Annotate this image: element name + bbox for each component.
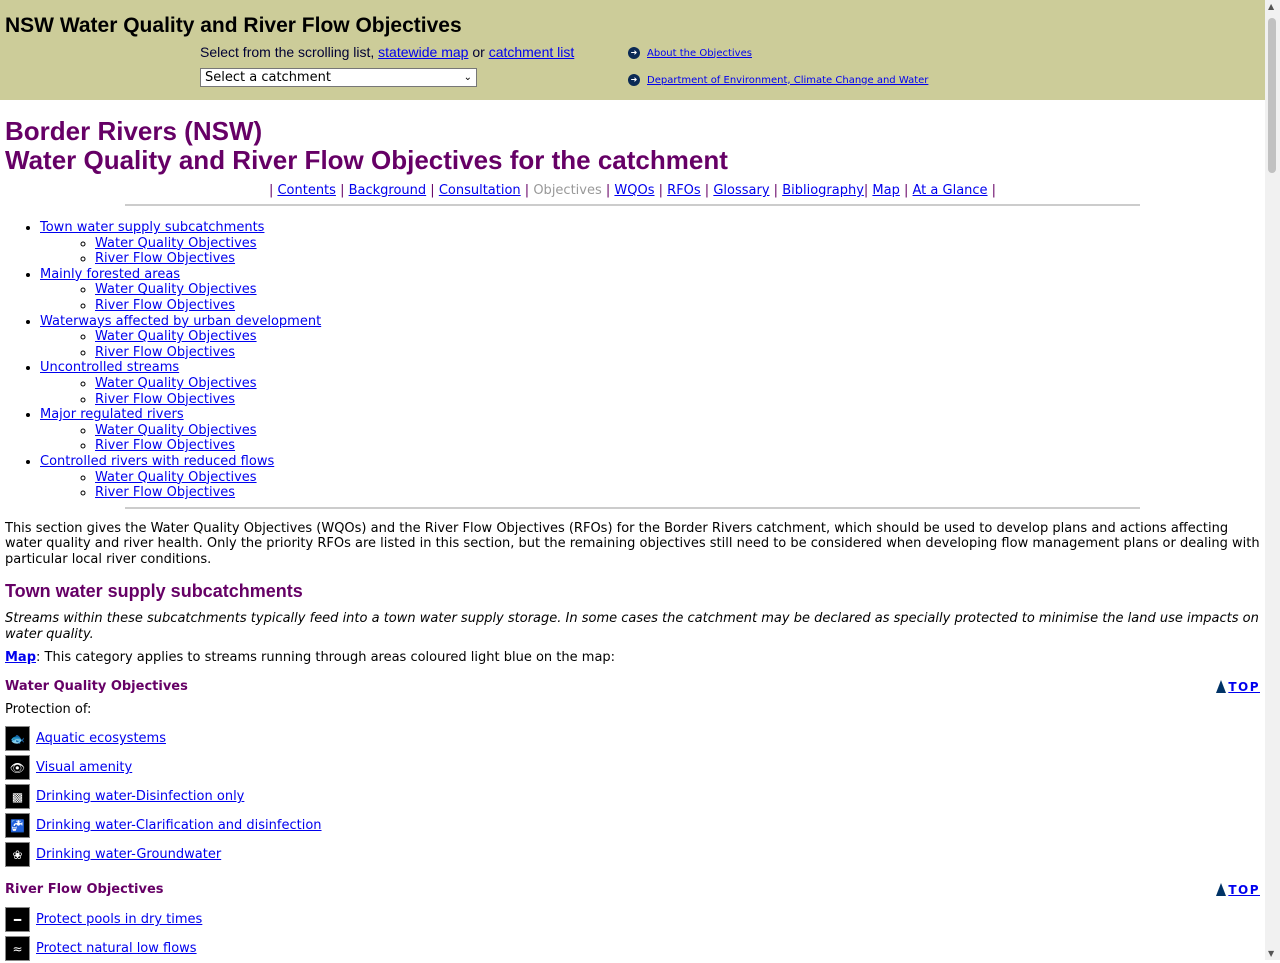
nav-link-bibliography[interactable]: Bibliography (782, 183, 864, 198)
catchment-select[interactable] (200, 68, 477, 87)
toc-subitem (95, 392, 1260, 408)
rfo-heading-row (5, 882, 1260, 897)
toc-sublink[interactable]: Water Quality Objectives (95, 469, 257, 485)
wqo-heading-row (5, 679, 1260, 694)
rfo-heading: River Flow Objectives (5, 882, 164, 898)
toc-subitem (95, 485, 1260, 501)
scrollbar-thumb[interactable] (1268, 18, 1276, 173)
toc-subitem (95, 251, 1260, 267)
scroll-up-icon[interactable]: ▲ (1268, 2, 1275, 11)
nav-link-map[interactable]: Map (872, 183, 900, 198)
tap-icon: 🚰 (5, 813, 30, 838)
wqo-heading: Water Quality Objectives (5, 679, 188, 695)
divider (125, 507, 1140, 509)
or-text: or (468, 44, 489, 60)
toc-sublink[interactable]: Water Quality Objectives (95, 282, 257, 298)
objective-link[interactable]: Drinking water-Groundwater (36, 847, 222, 863)
up-triangle-icon (1216, 680, 1226, 693)
toc-subitem (95, 345, 1260, 361)
divider (125, 204, 1140, 206)
bucket-icon: ▩ (5, 784, 30, 809)
map-note-text: : This category applies to streams running through areas coloured light blue on the map: (36, 650, 616, 666)
toc-sublink[interactable]: River Flow Objectives (95, 297, 236, 313)
toc-link[interactable]: Town water supply subcatchments (40, 220, 265, 235)
catchment-select-value: Select a catchment (205, 70, 331, 85)
toc-item (40, 360, 1260, 407)
catchment-name: Border Rivers (NSW) (5, 116, 263, 146)
toc-subitem (95, 329, 1260, 345)
site-title: NSW Water Quality and River Flow Objectives (5, 14, 462, 37)
section-title: Town water supply subcatchments (5, 581, 303, 602)
top-label: TOP (1228, 679, 1260, 694)
toc-item (40, 220, 1260, 267)
table-of-contents (5, 220, 1260, 501)
page-subtitle: Water Quality and River Flow Objectives for the catchment (5, 145, 728, 175)
page-title (5, 117, 1260, 175)
toc-link[interactable]: Waterways affected by urban development (40, 313, 322, 329)
nav-link-wqos[interactable]: WQOs (614, 183, 655, 198)
chevron-down-icon: ⌄ (463, 72, 472, 83)
objective-item (5, 934, 1260, 963)
toc-sublink[interactable]: River Flow Objectives (95, 391, 236, 407)
objective-item (5, 840, 1260, 869)
toc-sublist (40, 423, 1260, 454)
toc-sublist (40, 376, 1260, 407)
pool-icon: ━ (5, 907, 30, 932)
toc-sublist (40, 470, 1260, 501)
objective-link[interactable]: Aquatic ecosystems (36, 731, 166, 747)
nav-link-contents[interactable]: Contents (277, 183, 336, 198)
section-description: Streams within these subcatchments typically feed into a town water supply storage. In some cases the catchment may be declared as specially protected to minimise the land use impacts on water quality. (5, 611, 1259, 643)
map-link[interactable]: Map (5, 650, 37, 666)
objective-link[interactable]: Protect natural low flows (36, 941, 197, 957)
toc-sublink[interactable]: River Flow Objectives (95, 485, 236, 501)
back-to-top-link[interactable] (1216, 679, 1260, 694)
back-to-top-link[interactable] (1216, 882, 1260, 897)
toc-link[interactable]: Uncontrolled streams (40, 360, 180, 376)
toc-item (40, 407, 1260, 454)
objective-link[interactable]: Drinking water-Clarification and disinfection (36, 818, 322, 834)
nav-current-objectives: Objectives (533, 183, 602, 198)
top-label: TOP (1228, 882, 1260, 897)
instruction-text: Select from the scrolling list, (200, 44, 379, 60)
toc-sublink[interactable]: Water Quality Objectives (95, 375, 257, 391)
toc-sublink[interactable]: River Flow Objectives (95, 251, 236, 267)
toc-item (40, 267, 1260, 314)
arrow-circle-icon: ➜ (628, 47, 640, 59)
fish-icon: 🐟 (5, 726, 30, 751)
toc-subitem (95, 298, 1260, 314)
catchment-list-link[interactable]: catchment list (488, 44, 575, 60)
toc-sublist (40, 329, 1260, 360)
rfo-list (5, 905, 1260, 963)
objective-item (5, 753, 1260, 782)
toc-sublink[interactable]: Water Quality Objectives (95, 235, 257, 251)
objective-item (5, 905, 1260, 934)
toc-subitem (95, 236, 1260, 252)
arrow-circle-icon: ➜ (628, 74, 640, 86)
low-flow-icon: ≈ (5, 936, 30, 961)
objective-link[interactable]: Drinking water-Disinfection only (36, 789, 245, 805)
toc-subitem (95, 438, 1260, 454)
statewide-map-link[interactable]: statewide map (378, 44, 469, 60)
objective-link[interactable]: Protect pools in dry times (36, 912, 203, 928)
toc-link[interactable]: Mainly forested areas (40, 266, 181, 282)
toc-item (40, 314, 1260, 361)
dept-link-row (628, 74, 928, 86)
objective-item (5, 811, 1260, 840)
toc-sublist (40, 282, 1260, 313)
nav-link-rfos[interactable]: RFOs (667, 183, 701, 198)
about-link-row (628, 47, 752, 59)
map-note (5, 650, 1260, 665)
toc-subitem (95, 470, 1260, 486)
toc-sublink[interactable]: River Flow Objectives (95, 438, 236, 454)
select-instructions (200, 44, 574, 60)
toc-subitem (95, 376, 1260, 392)
nav-link-at-a-glance[interactable]: At a Glance (912, 183, 988, 198)
toc-subitem (95, 282, 1260, 298)
objective-link[interactable]: Visual amenity (36, 760, 133, 776)
up-triangle-icon (1216, 883, 1226, 896)
objective-item (5, 782, 1260, 811)
nav-link-background[interactable]: Background (348, 183, 427, 198)
nav-link-consultation[interactable]: Consultation (438, 183, 521, 198)
nav-link-glossary[interactable]: Glossary (713, 183, 770, 198)
objective-item (5, 724, 1260, 753)
toc-sublink[interactable]: Water Quality Objectives (95, 329, 257, 345)
department-link[interactable]: Department of Environment, Climate Change and Water (647, 74, 929, 86)
eye-icon: 👁 (5, 755, 30, 780)
groundwater-icon: ❀ (5, 842, 30, 867)
scroll-down-icon[interactable]: ▼ (1268, 949, 1275, 958)
toc-link[interactable]: Major regulated rivers (40, 407, 184, 423)
about-objectives-link[interactable]: About the Objectives (647, 47, 752, 59)
toc-sublink[interactable]: River Flow Objectives (95, 344, 236, 360)
protection-label: Protection of: (5, 702, 92, 718)
intro-text: This section gives the Water Quality Objectives (WQOs) and the River Flow Objectives (RFOs) for the Border Rivers catchment, which should be used to develop plans and actions affecting water quality and river health. Only the priority RFOs are listed in this section, but the remaining objectives still need to be considered when developing flow management plans or dealing with particular local river conditions. (5, 520, 1260, 567)
section-nav: | Contents | Background | Consultation | Objectives | WQOs | RFOs | Glossary | Bibliography| Map | At a Glance | (268, 183, 997, 198)
vertical-scrollbar[interactable] (1265, 0, 1280, 960)
header-banner (0, 0, 1265, 100)
toc-sublist (40, 236, 1260, 267)
toc-subitem (95, 423, 1260, 439)
toc-link[interactable]: Controlled rivers with reduced flows (40, 453, 275, 469)
toc-item (40, 454, 1260, 501)
wqo-list (5, 724, 1260, 869)
toc-sublink[interactable]: Water Quality Objectives (95, 422, 257, 438)
